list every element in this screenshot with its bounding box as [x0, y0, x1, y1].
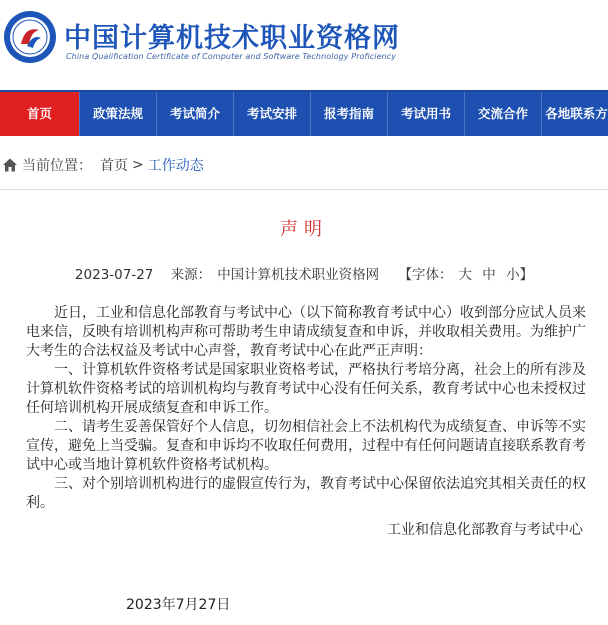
breadcrumb-current-link[interactable]: 工作动态	[147, 158, 204, 174]
nav-item-exam-books[interactable]: 考试用书	[388, 92, 465, 136]
nav-item-home[interactable]: 首页	[0, 92, 80, 136]
font-size-small-button[interactable]: 小】	[506, 267, 534, 283]
font-size-label: 【字体：	[398, 267, 453, 283]
article-meta	[0, 263, 608, 283]
article-date: 2023-07-27	[74, 267, 154, 283]
sign-date: 2023年7月27日	[126, 597, 231, 613]
main-nav	[0, 90, 608, 136]
paragraph-point-2: 二、请考生妥善保管好个人信息，切勿相信社会上不法机构代为成绩复查、申诉等不实宣传，避免上当受骗。复查和申诉均不收取任何费用，过程中有任何问题请直接联系教育考试中心或当地计算机软件资格考试机构。	[26, 419, 586, 473]
nav-item-exchange[interactable]: 交流合作	[465, 92, 542, 136]
site-subtitle: China Qualification Certificate of Computer and Software Technology Proficiency	[66, 52, 397, 61]
nav-item-exam-intro[interactable]: 考试简介	[157, 92, 234, 136]
font-size-medium-button[interactable]: 中	[482, 267, 496, 283]
breadcrumb-home-link[interactable]: 首页	[100, 158, 128, 174]
font-size-large-button[interactable]: 大	[458, 267, 472, 283]
site-title: 中国计算机技术职业资格网	[64, 23, 400, 54]
article-source: 中国计算机技术职业资格网	[217, 267, 380, 283]
breadcrumb	[0, 150, 608, 180]
circular-seal-logo-icon[interactable]	[3, 10, 57, 64]
divider	[0, 189, 608, 190]
nav-item-local-contacts[interactable]: 各地联系方	[542, 92, 608, 136]
site-header	[0, 0, 608, 90]
article-title: 声明	[280, 219, 328, 240]
breadcrumb-arrow: >	[132, 157, 144, 173]
article-body	[26, 304, 586, 513]
paragraph-point-3: 三、对个别培训机构进行的虚假宣传行为，教育考试中心保留依法追究其相关责任的权利。	[26, 476, 586, 511]
signature: 工业和信息化部教育与考试中心	[387, 522, 583, 538]
home-icon	[2, 157, 18, 173]
nav-item-registration-guide[interactable]: 报考指南	[311, 92, 388, 136]
breadcrumb-prefix: 当前位置：	[22, 158, 92, 174]
nav-item-exam-schedule[interactable]: 考试安排	[234, 92, 311, 136]
source-label: 来源：	[170, 267, 212, 283]
nav-item-policy[interactable]: 政策法规	[80, 92, 157, 136]
paragraph-intro: 近日，工业和信息化部教育与考试中心（以下简称教育考试中心）收到部分应试人员来电来信，反映有培训机构声称可帮助考生申请成绩复查和申诉，并收取相关费用。为维护广大考生的合法权益及考试中心声誉，教育考试中心在此严正声明：	[26, 305, 586, 359]
paragraph-point-1: 一、计算机软件资格考试是国家职业资格考试，严格执行考培分离，社会上的所有涉及计算机软件资格考试的培训机构均与教育考试中心没有任何关系，教育考试中心也未授权过任何培训机构开展成绩复查和申诉工作。	[26, 362, 586, 416]
